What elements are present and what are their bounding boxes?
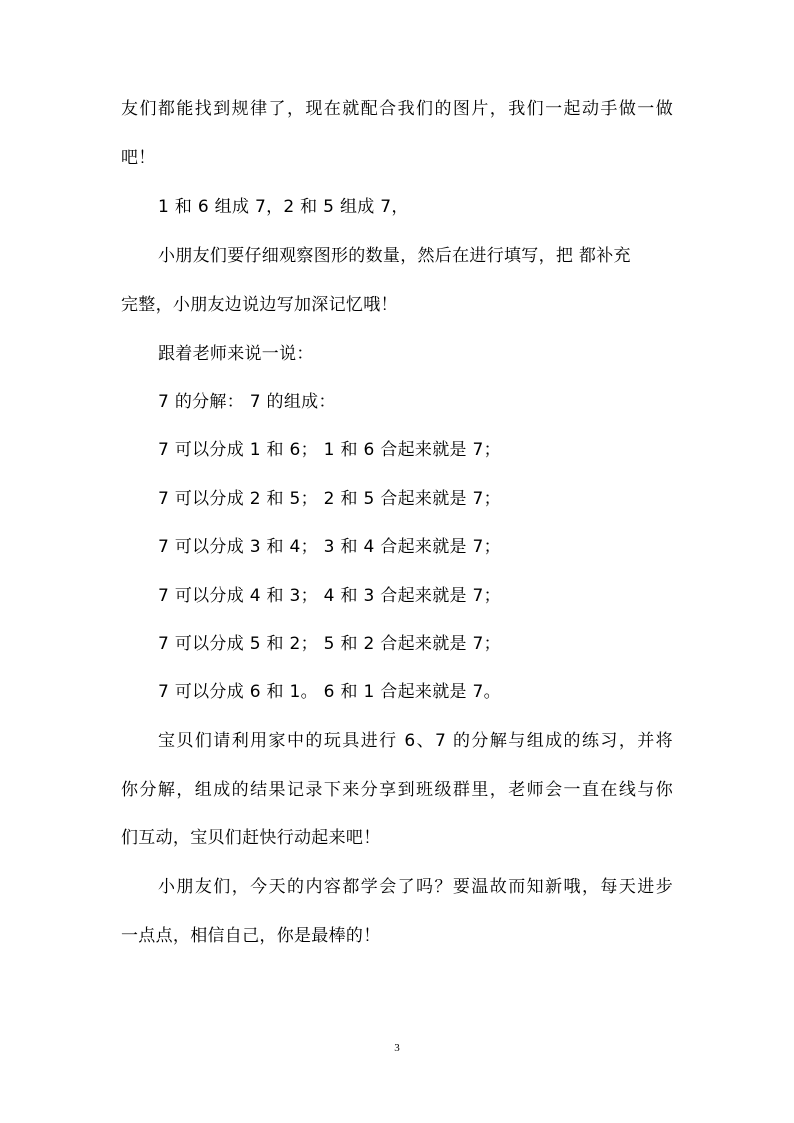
paragraph-line: 7 的分解： 7 的组成： bbox=[158, 392, 336, 412]
decomposition-line: 7 可以分成 2 和 5； 2 和 5 合起来就是 7； bbox=[158, 489, 501, 509]
paragraph-line: 你分解，组成的结果记录下来分享到班级群里，老师会一直在线与你 bbox=[121, 780, 673, 800]
decomposition-line: 7 可以分成 5 和 2； 5 和 2 合起来就是 7； bbox=[158, 634, 501, 654]
paragraph-line: 宝贝们请利用家中的玩具进行 6、7 的分解与组成的练习，并将 bbox=[158, 731, 673, 751]
paragraph-line: 吧！ bbox=[121, 148, 156, 168]
paragraph-line: 一点点，相信自己，你是最棒的！ bbox=[121, 926, 381, 946]
paragraph-line: 完整，小朋友边说边写加深记忆哦！ bbox=[121, 295, 398, 315]
decomposition-line: 7 可以分成 4 和 3； 4 和 3 合起来就是 7； bbox=[158, 586, 501, 606]
decomposition-line: 7 可以分成 1 和 6； 1 和 6 合起来就是 7； bbox=[158, 440, 501, 460]
paragraph-line: 们互动，宝贝们赶快行动起来吧！ bbox=[121, 828, 381, 848]
page-number: 3 bbox=[394, 1042, 400, 1054]
paragraph-line: 跟着老师来说一说： bbox=[158, 344, 314, 364]
paragraph-line: 小朋友们，今天的内容都学会了吗？要温故而知新哦，每天进步 bbox=[158, 877, 673, 897]
paragraph-line: 友们都能找到规律了，现在就配合我们的图片，我们一起动手做一做 bbox=[121, 99, 673, 119]
paragraph-line: 小朋友们要仔细观察图形的数量，然后在进行填写，把 都补充 bbox=[158, 246, 631, 266]
decomposition-line: 7 可以分成 6 和 1。 6 和 1 合起来就是 7。 bbox=[158, 682, 501, 702]
paragraph-line: 1 和 6 组成 7，2 和 5 组成 7， bbox=[158, 197, 409, 217]
decomposition-line: 7 可以分成 3 和 4； 3 和 4 合起来就是 7； bbox=[158, 537, 501, 557]
